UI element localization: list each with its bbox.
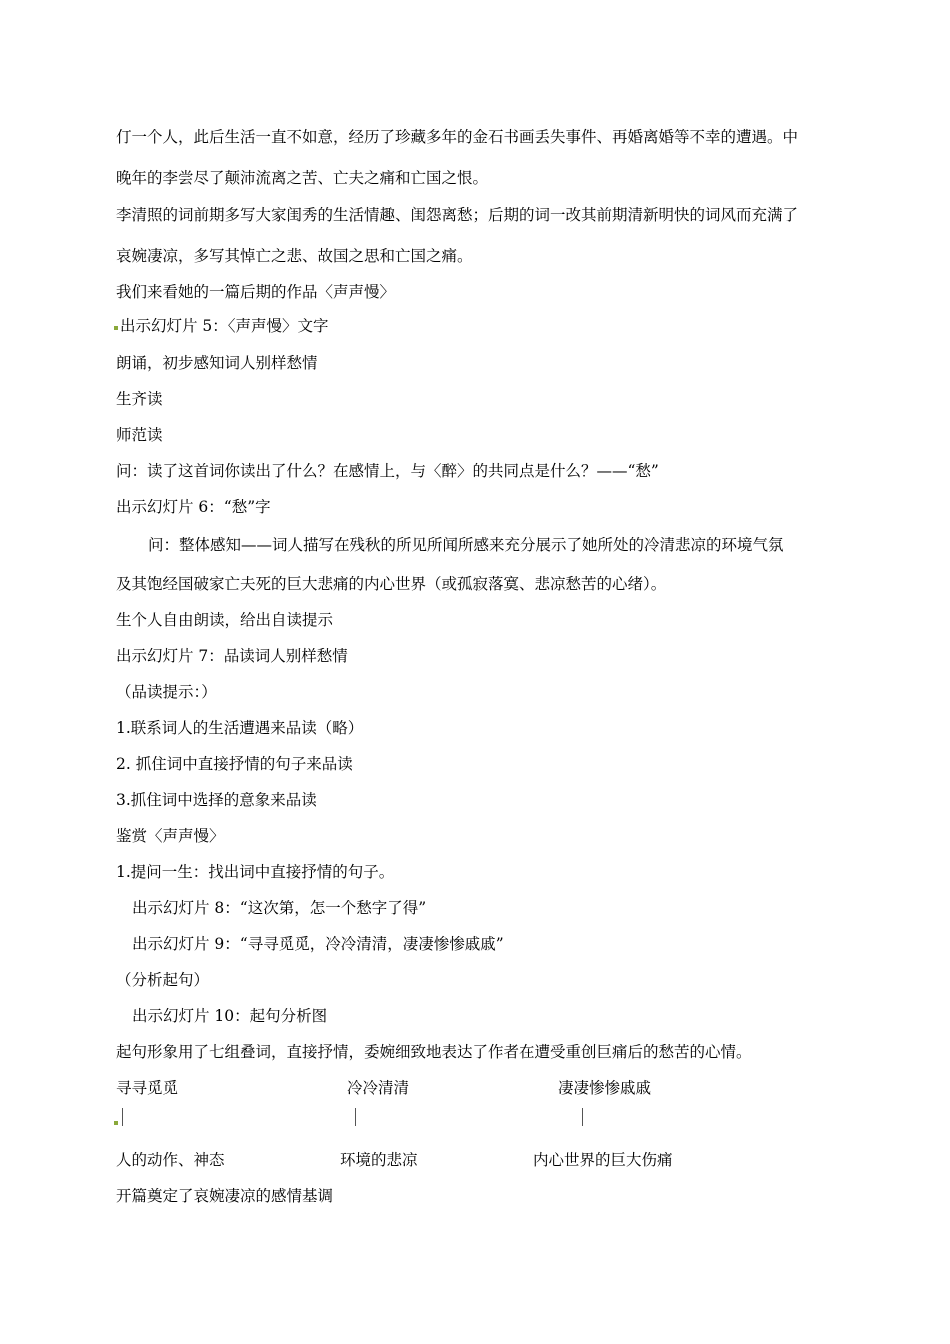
bullet-marker — [114, 1121, 118, 1125]
text-line: 出示幻灯片 7：品读词人别样愁情 — [116, 647, 348, 665]
text-line: 生齐读 — [116, 390, 163, 408]
diagram-top-item: 寻寻觅觅 — [116, 1079, 179, 1097]
closing-line: 开篇奠定了哀婉凄凉的感情基调 — [116, 1187, 334, 1205]
text-line: 出示幻灯片 8：“这次第，怎一个愁字了得” — [132, 899, 427, 917]
text-line: （品读提示：） — [116, 683, 217, 701]
diagram-bottom-item: 内心世界的巨大伤痛 — [533, 1151, 673, 1169]
diagram-bottom-item: 人的动作、神态 — [116, 1151, 225, 1169]
diagram-bottom-item: 环境的悲凉 — [340, 1151, 418, 1169]
diagram-top-item: 冷冷清清 — [347, 1079, 410, 1097]
text-line: 我们来看她的一篇后期的作品〈声声慢〉 — [116, 283, 396, 301]
text-line: 及其饱经国破家亡夫死的巨大悲痛的内心世界（或孤寂落寞、悲凉愁苦的心绪）。 — [116, 575, 667, 593]
text-line: 出示幻灯片 6：“愁”字 — [116, 498, 271, 516]
text-line: 朗诵，初步感知词人别样愁情 — [116, 354, 318, 372]
text-line: 李清照的词前期多写大家闺秀的生活情趣、闺怨离愁；后期的词一改其前期清新明快的词风而充满了 — [116, 206, 799, 224]
text-line: 仃一个人，此后生活一直不如意，经历了珍藏多年的金石书画丢失事件、再婚离婚等不幸的遭遇。中 — [116, 128, 799, 146]
text-line: 晚年的李尝尽了颠沛流离之苦、亡夫之痛和亡国之恨。 — [116, 169, 489, 187]
text-line: 师范读 — [116, 426, 163, 444]
text-line: 1.提问一生：找出词中直接抒情的句子。 — [116, 863, 395, 881]
text-line: 出示幻灯片 9：“寻寻觅觅，冷冷清清，凄凄惨惨戚戚” — [132, 935, 504, 953]
diagram-top-item: 凄凄惨惨戚戚 — [558, 1079, 652, 1097]
text-line: （分析起句） — [116, 971, 210, 989]
text-line: 哀婉凄凉，多写其悼亡之悲、故国之思和亡国之痛。 — [116, 247, 473, 265]
text-line: 出示幻灯片 10：起句分析图 — [132, 1007, 328, 1025]
text-line: 1.联系词人的生活遭遇来品读（略） — [116, 719, 364, 737]
text-line: 出示幻灯片 5：〈声声慢〉文字 — [120, 317, 329, 335]
text-line: 鉴赏〈声声慢〉 — [116, 827, 225, 845]
text-line: 问：整体感知——词人描写在残秋的所见所闻所感来充分展示了她所处的冷清悲凉的环境气氛 — [148, 536, 784, 554]
bullet-marker — [114, 326, 118, 330]
text-line: 2. 抓住词中直接抒情的句子来品读 — [116, 755, 353, 773]
text-line: 起句形象用了七组叠词，直接抒情，委婉细致地表达了作者在遭受重创巨痛后的愁苦的心情。 — [116, 1043, 752, 1061]
text-line: 生个人自由朗读，给出自读提示 — [116, 611, 334, 629]
text-line: 问：读了这首词你读出了什么？在感情上，与〈醉〉的共同点是什么？——“愁” — [116, 462, 659, 480]
connector-line — [122, 1108, 123, 1126]
connector-line — [582, 1108, 583, 1126]
connector-line — [355, 1108, 356, 1126]
text-line: 3.抓住词中选择的意象来品读 — [116, 791, 317, 809]
